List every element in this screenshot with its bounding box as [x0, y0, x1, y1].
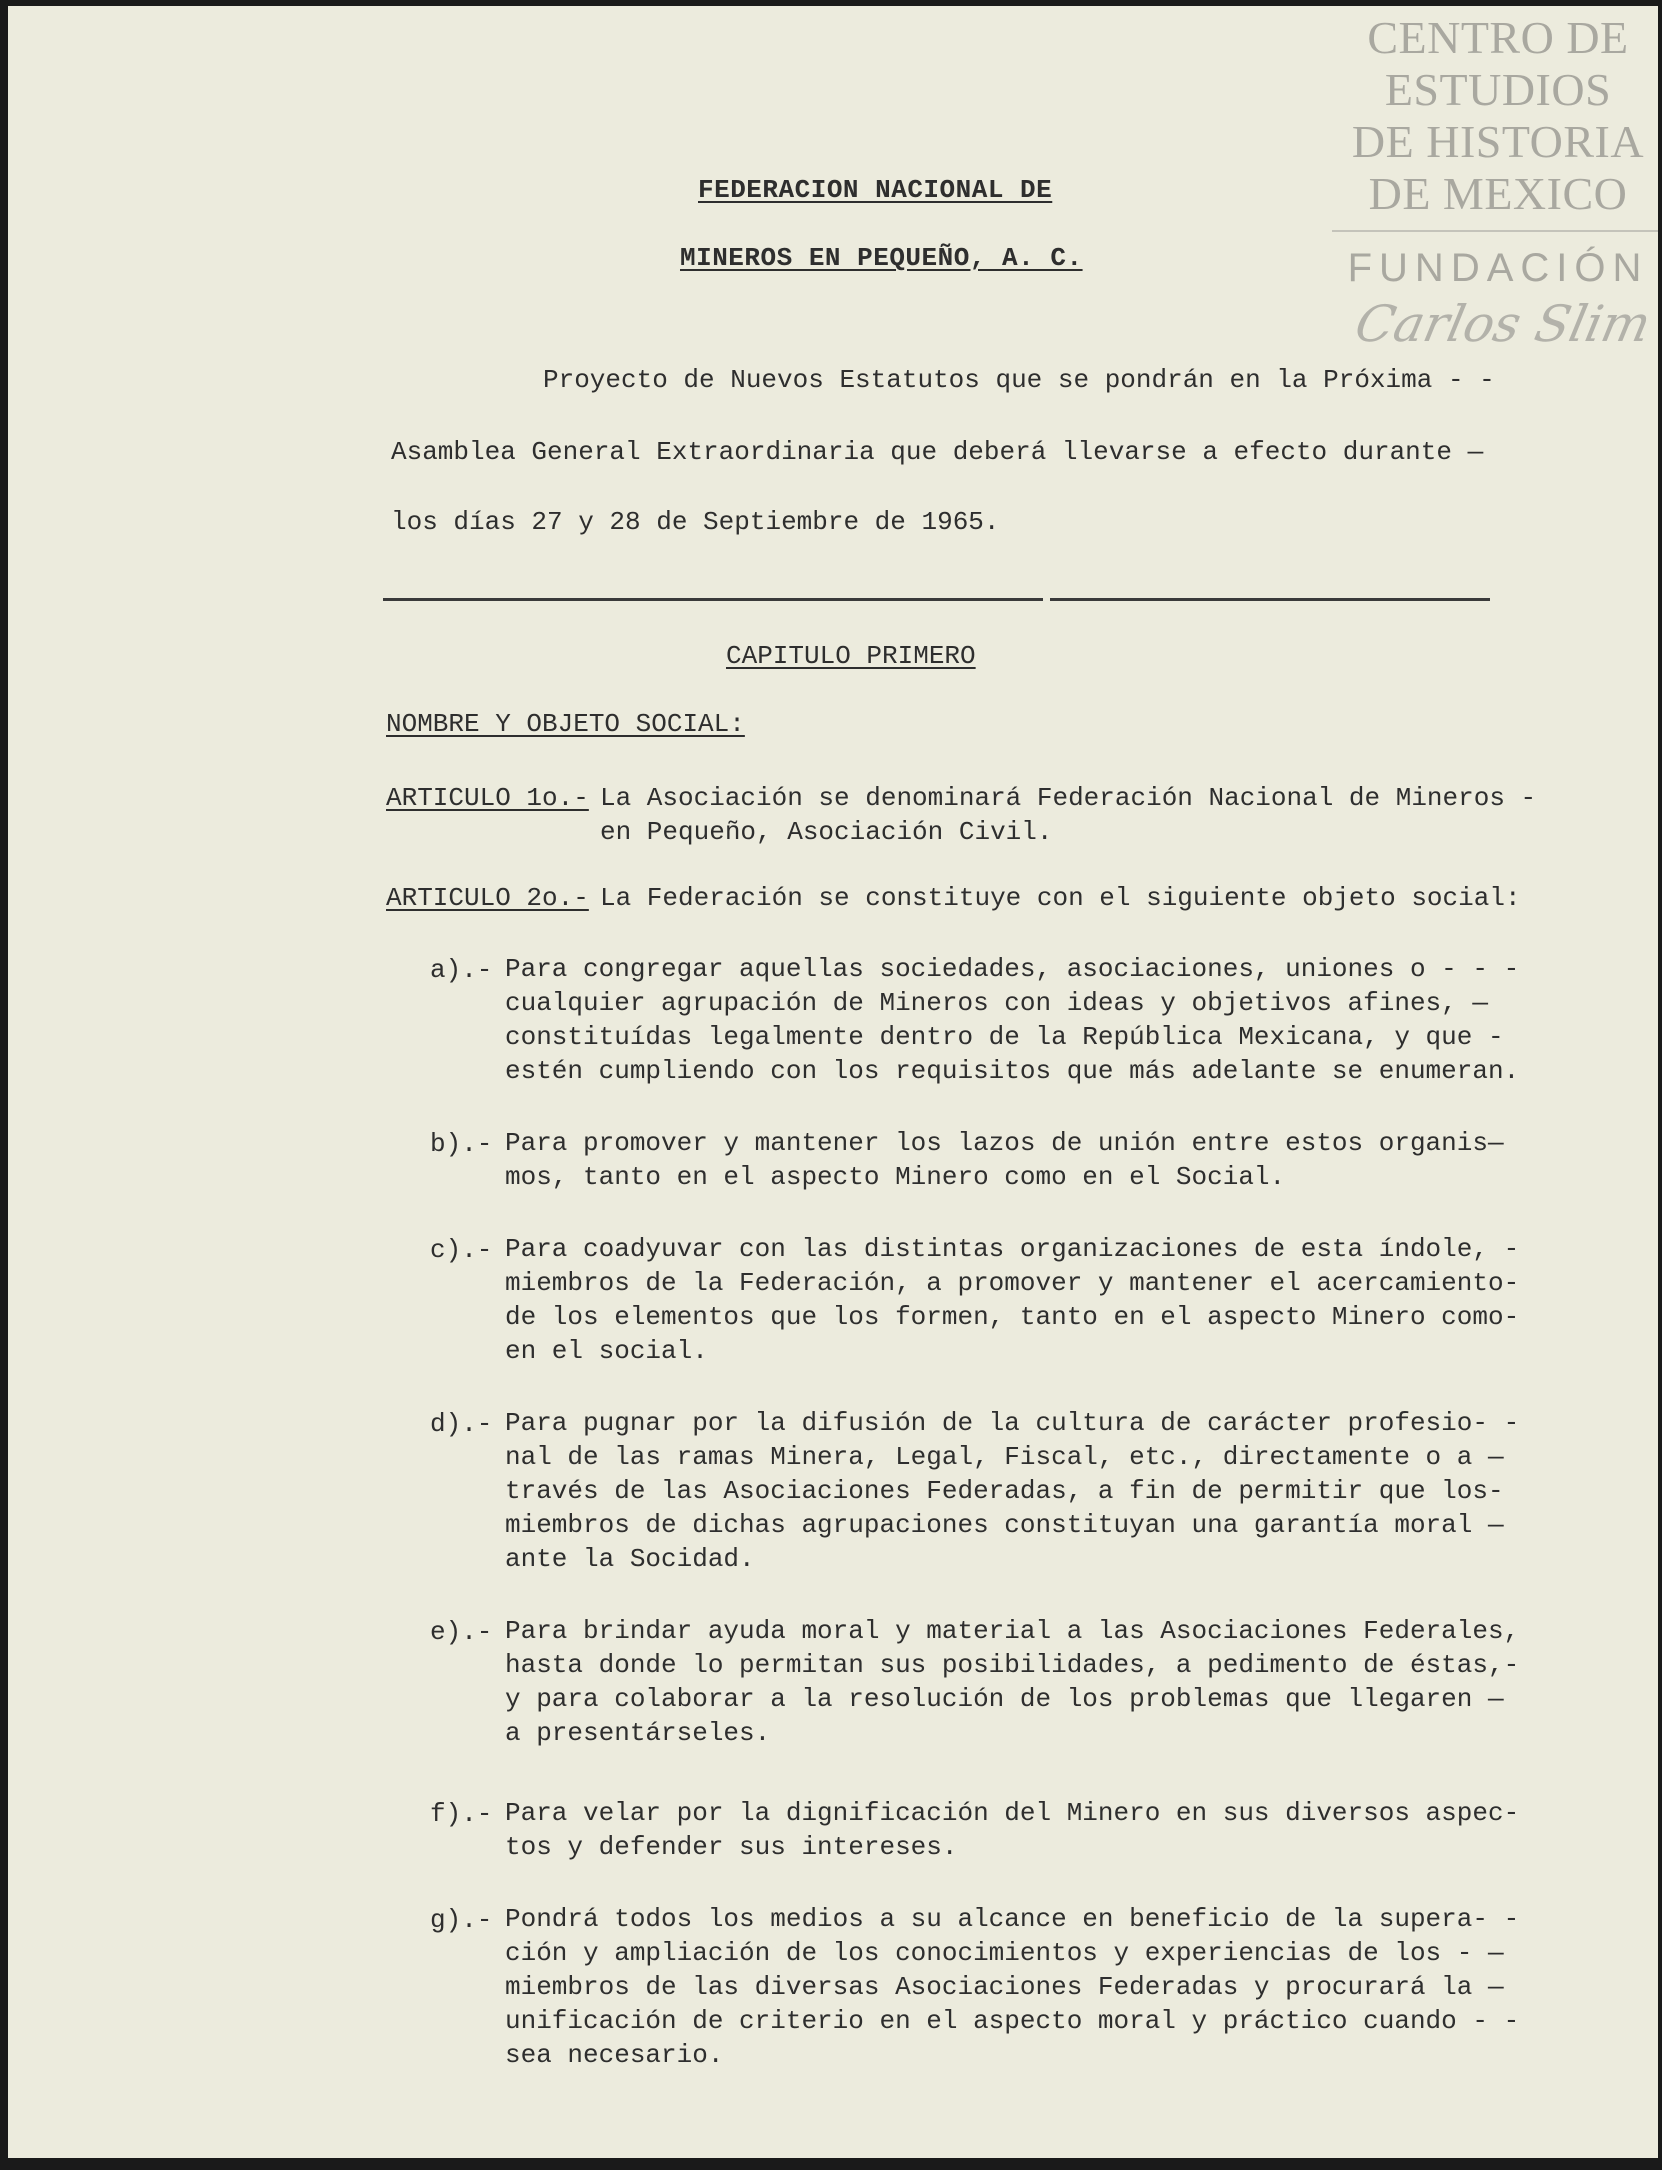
item-line: en el social.	[505, 1336, 708, 1366]
title-line-1: FEDERACION NACIONAL DE	[698, 175, 1053, 205]
article-label: ARTICULO 2o.-	[386, 883, 589, 913]
archive-watermark	[1328, 12, 1658, 353]
item-label: g).-	[430, 1905, 493, 1935]
watermark-line: CENTRO DE	[1367, 12, 1629, 63]
item-text	[505, 952, 1519, 1088]
document-page	[8, 6, 1658, 2158]
item-line: a presentárseles.	[505, 1718, 771, 1748]
intro-line: Proyecto de Nuevos Estatutos que se pondrán en la Próxima - -	[543, 365, 1495, 395]
item-label: e).-	[430, 1617, 493, 1647]
item-line: Pondrá todos los medios a su alcance en beneficio de la supera- -	[505, 1904, 1520, 1934]
item-text	[505, 1232, 1519, 1368]
item-label: a).-	[430, 955, 493, 985]
item-text	[505, 1406, 1519, 1576]
item-text	[505, 1614, 1519, 1750]
article-text: La Federación se constituye con el siguiente objeto social:	[600, 883, 1521, 913]
item-line: Para congregar aquellas sociedades, asociaciones, uniones o - - -	[505, 954, 1520, 984]
watermark-signature: Carlos Slim	[1350, 295, 1656, 353]
separator-line	[383, 598, 1043, 601]
item-line: nal de las ramas Minera, Legal, Fiscal, etc., directamente o a —	[505, 1442, 1504, 1472]
item-line: estén cumpliendo con los requisitos que más adelante se enumeran.	[505, 1056, 1520, 1086]
item-label: d).-	[430, 1409, 493, 1439]
item-label: f).-	[430, 1799, 493, 1829]
item-line: de los elementos que los formen, tanto en el aspecto Minero como-	[505, 1302, 1520, 1332]
watermark-divider	[1332, 230, 1658, 232]
item-text	[505, 1126, 1504, 1194]
intro-line: los días 27 y 28 de Septiembre de 1965.	[391, 507, 1000, 537]
intro-line: Asamblea General Extraordinaria que deberá llevarse a efecto durante —	[391, 437, 1484, 467]
item-line: miembros de las diversas Asociaciones Federadas y procurará la —	[505, 1972, 1504, 2002]
item-line: Para promover y mantener los lazos de unión entre estos organis—	[505, 1128, 1504, 1158]
item-line: unificación de criterio en el aspecto moral y práctico cuando - -	[505, 2006, 1520, 2036]
item-line: sea necesario.	[505, 2040, 724, 2070]
chapter-title: CAPITULO PRIMERO	[726, 641, 976, 671]
title-line-2: MINEROS EN PEQUEÑO, A. C.	[680, 243, 1083, 273]
watermark-fundacion: FUNDACIÓN	[1347, 246, 1649, 290]
item-text	[505, 1796, 1519, 1864]
article-label: ARTICULO 1o.-	[386, 783, 589, 813]
separator-line	[1050, 598, 1490, 601]
item-line: tos y defender sus intereses.	[505, 1832, 958, 1862]
item-line: través de las Asociaciones Federadas, a fin de permitir que los-	[505, 1476, 1504, 1506]
item-line: hasta donde lo permitan sus posibilidades, a pedimento de éstas,-	[505, 1650, 1520, 1680]
item-line: Para brindar ayuda moral y material a las Asociaciones Federales,	[505, 1616, 1520, 1646]
item-label: c).-	[430, 1235, 493, 1265]
item-line: miembros de dichas agrupaciones constituyan una garantía moral —	[505, 1510, 1504, 1540]
article-text: en Pequeño, Asociación Civil.	[600, 817, 1053, 847]
article-text: La Asociación se denominará Federación Nacional de Mineros -	[600, 783, 1537, 813]
watermark-line: ESTUDIOS	[1384, 64, 1612, 115]
item-line: mos, tanto en el aspecto Minero como en el Social.	[505, 1162, 1286, 1192]
item-label: b).-	[430, 1129, 493, 1159]
item-line: Para coadyuvar con las distintas organizaciones de esta índole, -	[505, 1234, 1520, 1264]
watermark-line: DE MEXICO	[1368, 168, 1628, 219]
item-line: Para pugnar por la difusión de la cultura de carácter profesio- -	[505, 1408, 1520, 1438]
section-title: NOMBRE Y OBJETO SOCIAL:	[386, 709, 745, 739]
item-line: ción y ampliación de los conocimientos y experiencias de los - —	[505, 1938, 1504, 1968]
item-line: miembros de la Federación, a promover y mantener el acercamiento-	[505, 1268, 1520, 1298]
item-line: y para colaborar a la resolución de los problemas que llegaren —	[505, 1684, 1504, 1714]
item-text	[505, 1902, 1519, 2072]
item-line: constituídas legalmente dentro de la República Mexicana, y que -	[505, 1022, 1504, 1052]
item-line: Para velar por la dignificación del Minero en sus diversos aspec-	[505, 1798, 1520, 1828]
item-line: cualquier agrupación de Mineros con ideas y objetivos afines, —	[505, 988, 1488, 1018]
watermark-line: DE HISTORIA	[1351, 116, 1645, 167]
item-line: ante la Socidad.	[505, 1544, 755, 1574]
